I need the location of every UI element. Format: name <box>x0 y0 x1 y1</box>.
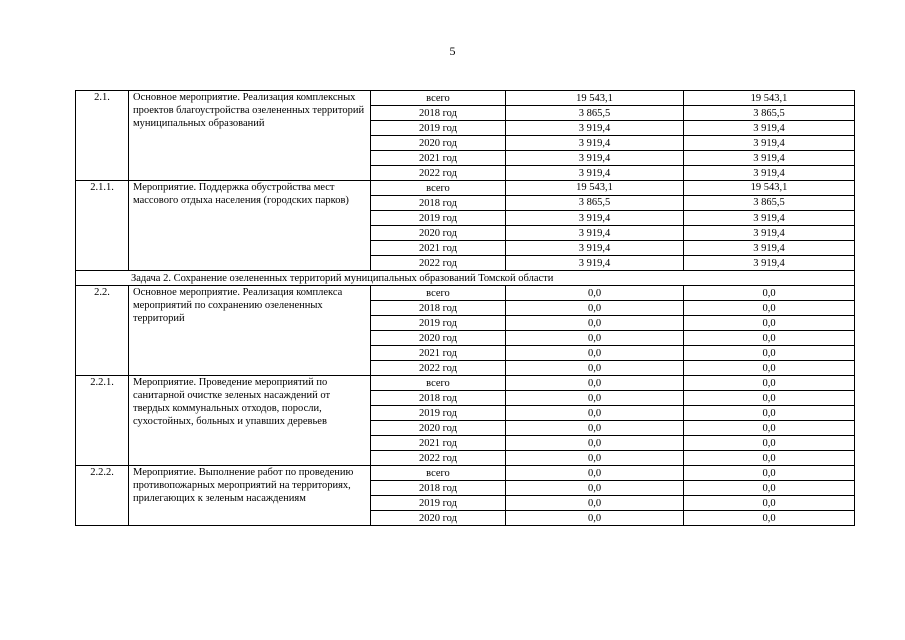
page-number: 5 <box>449 44 456 58</box>
value-cell-total: 3 865,5 <box>506 106 684 121</box>
year-cell: 2019 год <box>371 496 506 511</box>
value-cell-regional: 3 919,4 <box>684 211 855 226</box>
value-cell-total: 3 865,5 <box>506 196 684 211</box>
value-cell-total: 0,0 <box>506 286 684 301</box>
year-cell: всего <box>371 286 506 301</box>
value-cell-total: 19 543,1 <box>506 181 684 196</box>
year-cell: 2020 год <box>371 226 506 241</box>
value-cell-regional: 3 865,5 <box>684 196 855 211</box>
value-cell-total: 0,0 <box>506 376 684 391</box>
value-cell-regional: 0,0 <box>684 346 855 361</box>
item-name: Мероприятие. Поддержка обустройства мест массового отдыха населения (городских парков) <box>129 181 371 271</box>
value-cell-total: 0,0 <box>506 451 684 466</box>
value-cell-total: 3 919,4 <box>506 151 684 166</box>
value-cell-regional: 0,0 <box>684 301 855 316</box>
value-cell-total: 3 919,4 <box>506 166 684 181</box>
value-cell-regional: 0,0 <box>684 331 855 346</box>
value-cell-regional: 3 919,4 <box>684 226 855 241</box>
year-cell: 2020 год <box>371 136 506 151</box>
item-name: Основное мероприятие. Реализация комплексных проектов благоустройства озелененных территорий муниципальных образований <box>129 91 371 181</box>
value-cell-total: 3 919,4 <box>506 256 684 271</box>
value-cell-total: 19 543,1 <box>506 91 684 106</box>
year-cell: 2021 год <box>371 151 506 166</box>
year-cell: 2018 год <box>371 391 506 406</box>
value-cell-regional: 3 919,4 <box>684 256 855 271</box>
table-row <box>76 376 855 391</box>
year-cell: 2021 год <box>371 436 506 451</box>
year-cell: 2022 год <box>371 256 506 271</box>
value-cell-regional: 3 865,5 <box>684 106 855 121</box>
value-cell-total: 3 919,4 <box>506 136 684 151</box>
year-cell: 2019 год <box>371 406 506 421</box>
year-cell: 2019 год <box>371 211 506 226</box>
item-number: 2.1.1. <box>76 181 129 271</box>
value-cell-total: 0,0 <box>506 481 684 496</box>
year-cell: всего <box>371 466 506 481</box>
value-cell-total: 3 919,4 <box>506 226 684 241</box>
year-cell: 2020 год <box>371 331 506 346</box>
value-cell-total: 0,0 <box>506 496 684 511</box>
year-cell: 2022 год <box>371 361 506 376</box>
year-cell: 2020 год <box>371 421 506 436</box>
value-cell-regional: 19 543,1 <box>684 181 855 196</box>
year-cell: 2019 год <box>371 316 506 331</box>
value-cell-regional: 3 919,4 <box>684 151 855 166</box>
table-row <box>76 286 855 301</box>
year-cell: 2018 год <box>371 481 506 496</box>
value-cell-regional: 0,0 <box>684 436 855 451</box>
year-cell: 2018 год <box>371 196 506 211</box>
year-cell: 2022 год <box>371 451 506 466</box>
item-number: 2.2.2. <box>76 466 129 526</box>
item-name: Мероприятие. Выполнение работ по проведению противопожарных мероприятий на территориях, прилегающих к зеленым насаждениям <box>129 466 371 526</box>
task-title: Задача 2. Сохранение озелененных территорий муниципальных образований Томской области <box>76 271 855 286</box>
value-cell-total: 3 919,4 <box>506 241 684 256</box>
year-cell: 2018 год <box>371 301 506 316</box>
value-cell-regional: 0,0 <box>684 451 855 466</box>
value-cell-regional: 0,0 <box>684 361 855 376</box>
value-cell-regional: 0,0 <box>684 496 855 511</box>
item-name: Мероприятие. Проведение мероприятий по санитарной очистке зеленых насаждений от твердых коммунальных отходов, поросли, сухостойных, больных и упавших деревьев <box>129 376 371 466</box>
value-cell-regional: 0,0 <box>684 466 855 481</box>
value-cell-total: 0,0 <box>506 406 684 421</box>
value-cell-regional: 0,0 <box>684 391 855 406</box>
year-cell: всего <box>371 181 506 196</box>
value-cell-total: 0,0 <box>506 511 684 526</box>
year-cell: всего <box>371 91 506 106</box>
value-cell-regional: 3 919,4 <box>684 166 855 181</box>
value-cell-regional: 3 919,4 <box>684 136 855 151</box>
item-number: 2.2. <box>76 286 129 376</box>
year-cell: 2021 год <box>371 241 506 256</box>
value-cell-total: 3 919,4 <box>506 211 684 226</box>
value-cell-total: 0,0 <box>506 421 684 436</box>
year-cell: 2022 год <box>371 166 506 181</box>
value-cell-regional: 0,0 <box>684 376 855 391</box>
year-cell: всего <box>371 376 506 391</box>
value-cell-regional: 0,0 <box>684 316 855 331</box>
value-cell-regional: 19 543,1 <box>684 91 855 106</box>
value-cell-total: 0,0 <box>506 301 684 316</box>
value-cell-total: 0,0 <box>506 466 684 481</box>
value-cell-regional: 3 919,4 <box>684 241 855 256</box>
value-cell-total: 0,0 <box>506 436 684 451</box>
value-cell-total: 0,0 <box>506 346 684 361</box>
value-cell-regional: 3 919,4 <box>684 121 855 136</box>
value-cell-total: 0,0 <box>506 361 684 376</box>
value-cell-regional: 0,0 <box>684 481 855 496</box>
year-cell: 2019 год <box>371 121 506 136</box>
value-cell-total: 0,0 <box>506 391 684 406</box>
year-cell: 2018 год <box>371 106 506 121</box>
item-number: 2.1. <box>76 91 129 181</box>
year-cell: 2020 год <box>371 511 506 526</box>
item-number: 2.2.1. <box>76 376 129 466</box>
item-name: Основное мероприятие. Реализация комплекса мероприятий по сохранению озелененных территорий <box>129 286 371 376</box>
table-row <box>76 466 855 481</box>
task-row <box>76 271 855 286</box>
value-cell-total: 3 919,4 <box>506 121 684 136</box>
funding-table <box>75 90 855 526</box>
value-cell-total: 0,0 <box>506 316 684 331</box>
table-row <box>76 91 855 106</box>
value-cell-regional: 0,0 <box>684 406 855 421</box>
value-cell-regional: 0,0 <box>684 286 855 301</box>
value-cell-regional: 0,0 <box>684 421 855 436</box>
year-cell: 2021 год <box>371 346 506 361</box>
value-cell-regional: 0,0 <box>684 511 855 526</box>
table-row <box>76 181 855 196</box>
value-cell-total: 0,0 <box>506 331 684 346</box>
